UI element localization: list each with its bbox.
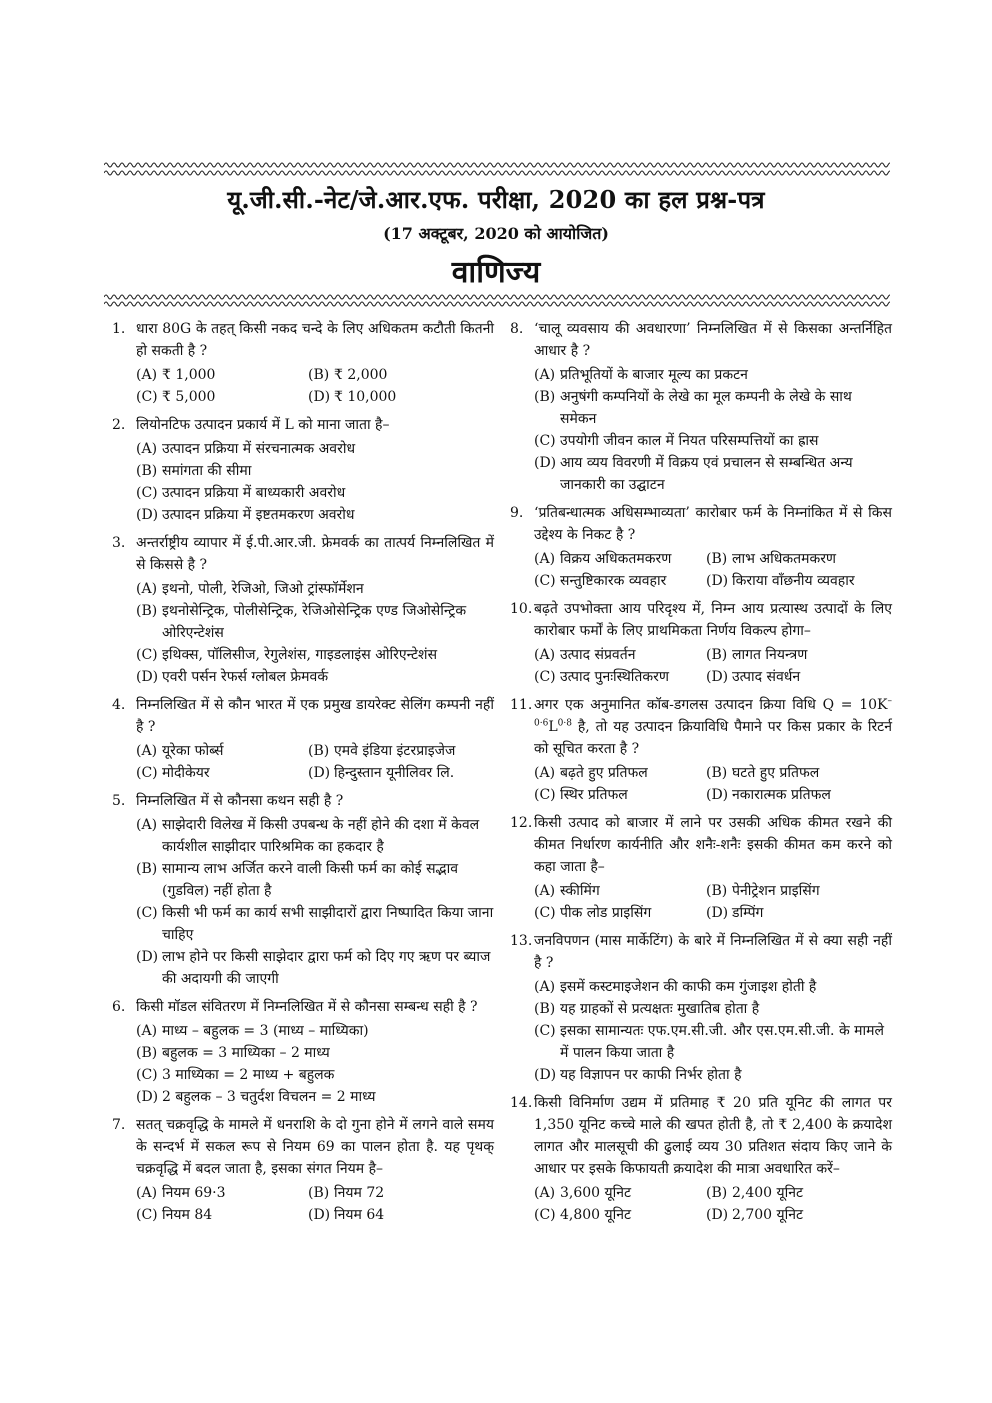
- question-text: लियोनटिफ उत्पादन प्रकार्य में L को माना जाता है–: [136, 417, 390, 433]
- option-a: [136, 814, 494, 858]
- option-text: उत्पादन प्रक्रिया में इष्टतमकरण अवरोध: [162, 507, 355, 523]
- option-b: [534, 998, 892, 1020]
- option-a: [534, 548, 706, 570]
- option-b: [136, 1042, 494, 1064]
- option-text: उत्पादन प्रक्रिया में संरचनात्मक अवरोध: [162, 441, 356, 457]
- option-label: (D): [534, 1067, 557, 1083]
- question-number: 2.: [112, 417, 126, 433]
- option-c: [534, 1020, 892, 1064]
- question-stem: [112, 1114, 494, 1180]
- option-text: किसी भी फर्म का कार्य सभी साझीदारों द्वारा निष्पादित किया जाना चाहिए: [162, 905, 494, 943]
- question-number: 5.: [112, 793, 126, 809]
- question-number: 11.: [510, 697, 533, 713]
- option-label: (C): [534, 905, 556, 921]
- option-text: लाभ अधिकतमकरण: [732, 551, 837, 567]
- option-b: [136, 600, 494, 644]
- question-number: 9.: [510, 505, 524, 521]
- option-label: (B): [706, 883, 728, 899]
- question-text: निम्नलिखित में से कौन भारत में एक प्रमुख डायरेक्ट सेलिंग कम्पनी नहीं है ?: [136, 697, 494, 735]
- question-2: [112, 414, 494, 526]
- option-text: सन्तुष्टिकारक व्यवहार: [560, 573, 667, 589]
- option-b: [534, 386, 892, 430]
- option-text: यूरेका फोर्ब्स: [162, 743, 224, 759]
- option-label: (B): [136, 1045, 158, 1061]
- option-group: [510, 1182, 892, 1226]
- option-b: [308, 364, 494, 386]
- option-text: उत्पाद संवर्धन: [732, 669, 801, 685]
- option-d: [308, 762, 494, 784]
- option-label: (C): [136, 485, 158, 501]
- option-text: इथनो, पोली, रेजिओ, जिओ ट्रांस्फॉर्मेशन: [162, 581, 364, 597]
- option-label: (C): [534, 1023, 556, 1039]
- question-stem: [510, 930, 892, 974]
- option-group: [112, 1020, 494, 1108]
- option-text: साझेदारी विलेख में किसी उपबन्ध के नहीं होने की दशा में केवल कार्यशील साझीदार पारिश्रमिक का हकदार है: [162, 817, 480, 855]
- option-a: [534, 1182, 706, 1204]
- option-d: [534, 452, 892, 496]
- option-label: (A): [136, 367, 158, 383]
- question-8: [510, 318, 892, 496]
- option-text: 2,400 यूनिट: [732, 1185, 804, 1201]
- option-c: [136, 1064, 494, 1086]
- question-text: निम्नलिखित में से कौनसा कथन सही है ?: [136, 793, 344, 809]
- q11-exponent-l: 0·8: [557, 718, 572, 729]
- option-text: ₹ 10,000: [334, 389, 397, 405]
- option-label: (A): [136, 581, 158, 597]
- option-label: (D): [308, 765, 331, 781]
- option-label: (D): [706, 905, 729, 921]
- option-d: [136, 946, 494, 990]
- option-label: (D): [136, 1089, 159, 1105]
- question-text: जनविपणन (मास मार्केटिंग) के बारे में निम्नलिखित में से क्या सही नहीं है ?: [534, 933, 892, 971]
- question-13: [510, 930, 892, 1086]
- option-group: [112, 438, 494, 526]
- option-a: [534, 880, 706, 902]
- option-c: [136, 482, 494, 504]
- option-label: (D): [706, 787, 729, 803]
- option-group: [510, 762, 892, 806]
- option-text: उपयोगी जीवन काल में नियत परिसम्पत्तियों का ह्रास: [560, 433, 819, 449]
- option-b: [136, 858, 494, 902]
- option-a: [136, 740, 308, 762]
- option-label: (D): [136, 507, 159, 523]
- option-d: [136, 666, 494, 688]
- option-label: (D): [136, 949, 159, 965]
- option-label: (B): [534, 1001, 556, 1017]
- option-c: [534, 666, 706, 688]
- option-text: विक्रय अधिकतमकरण: [560, 551, 672, 567]
- question-number: 4.: [112, 697, 126, 713]
- option-c: [534, 1204, 706, 1226]
- question-number: 6.: [112, 999, 126, 1015]
- option-label: (C): [534, 787, 556, 803]
- option-group: [112, 578, 494, 688]
- question-stem: [112, 790, 494, 812]
- page-title: यू.जी.सी.-नेट/जे.आर.एफ. परीक्षा, 2020 का हल प्रश्न-पत्र: [227, 185, 765, 214]
- q11-exponent-k: –0·6: [534, 696, 892, 729]
- option-label: (B): [706, 551, 728, 567]
- option-b: [706, 880, 892, 902]
- q11-text-part3: है, तो यह उत्पादन क्रियाविधि पैमाने पर किस प्रकार के रिटर्न को सूचित करता है ?: [534, 719, 892, 757]
- question-text: बढ़ते उपभोक्ता आय परिदृश्य में, निम्न आय प्रत्यास्थ उत्पादों के लिए कारोबार फर्मों के लिए प्राथमिकता निर्णय विकल्प होगा–: [534, 601, 892, 639]
- option-text: नियम 84: [162, 1207, 213, 1223]
- option-label: (A): [136, 1185, 158, 1201]
- option-group: [510, 644, 892, 688]
- question-text: किसी विनिर्माण उद्यम में प्रतिमाह ₹ 20 प्रति यूनिट की लागत पर 1,350 यूनिट कच्चे माले की खपत होती है, तो ₹ 2,400 के क्रयादेश लागत और मालसूची की ढुलाई व्यय 30 प्रतिशत संदाय किए जाने के आधार पर इसके किफायती क्रयादेश की मात्रा अवधारित करें–: [534, 1095, 892, 1177]
- option-label: (A): [534, 979, 556, 995]
- option-text: पीक लोड प्राइसिंग: [560, 905, 652, 921]
- option-label: (B): [706, 1185, 728, 1201]
- option-label: (C): [534, 433, 556, 449]
- option-text: पेनीट्रेशन प्राइसिंग: [732, 883, 820, 899]
- option-text: उत्पाद संप्रवर्तन: [560, 647, 636, 663]
- option-label: (D): [706, 1207, 729, 1223]
- option-group: [510, 880, 892, 924]
- question-number: 12.: [510, 815, 533, 831]
- question-stem: [112, 414, 494, 436]
- question-stem: [510, 694, 892, 760]
- option-d: [136, 504, 494, 526]
- option-d: [308, 386, 494, 408]
- question-text: किसी मॉडल संवितरण में निम्नलिखित में से कौनसा सम्बन्ध सही है ?: [136, 999, 478, 1015]
- option-label: (B): [136, 603, 158, 619]
- option-label: (C): [534, 1207, 556, 1223]
- option-d: [136, 1086, 494, 1108]
- option-d: [706, 784, 892, 806]
- question-text: [534, 694, 892, 760]
- option-text: यह विज्ञापन पर काफी निर्भर होता है: [560, 1067, 742, 1083]
- option-group: [112, 814, 494, 990]
- option-group: [112, 364, 494, 408]
- option-a: [136, 1182, 308, 1204]
- option-text: हिन्दुस्तान यूनीलिवर लि.: [334, 765, 455, 781]
- option-c: [534, 570, 706, 592]
- option-d: [706, 570, 892, 592]
- option-text: सामान्य लाभ अर्जित करने वाली किसी फर्म का कोई सद्भाव (गुडविल) नहीं होता है: [162, 861, 458, 899]
- option-a: [534, 762, 706, 784]
- option-label: (D): [308, 1207, 331, 1223]
- option-label: (A): [534, 647, 556, 663]
- question-7: [112, 1114, 494, 1226]
- question-stem: [510, 812, 892, 878]
- option-b: [706, 1182, 892, 1204]
- question-stem: [112, 694, 494, 738]
- option-label: (A): [136, 743, 158, 759]
- option-label: (B): [534, 389, 556, 405]
- question-4: [112, 694, 494, 784]
- option-a: [534, 644, 706, 666]
- option-label: (B): [308, 743, 330, 759]
- question-text: धारा 80G के तहत् किसी नकद चन्दे के लिए अधिकतम कटौती कितनी हो सकती है ?: [136, 321, 494, 359]
- option-text: उत्पादन प्रक्रिया में बाध्यकारी अवरोध: [162, 485, 346, 501]
- option-group: [112, 740, 494, 784]
- option-b: [706, 644, 892, 666]
- option-c: [136, 644, 494, 666]
- option-label: (D): [136, 669, 159, 685]
- question-stem: [510, 318, 892, 362]
- option-label: (C): [136, 1067, 158, 1083]
- option-b: [136, 460, 494, 482]
- option-text: 2,700 यूनिट: [732, 1207, 804, 1223]
- question-text: सतत् चक्रवृद्धि के मामले में धनराशि के दो गुना होने में लगने वाले समय के सन्दर्भ में सकल रूप से नियम 69 का पालन होता है. यह पृथक् चक्रवृद्धि में बदल जाता है, इसका संगत नियम है–: [136, 1117, 494, 1177]
- option-text: बहुलक = 3 माध्यिका – 2 माध्य: [162, 1045, 330, 1061]
- option-label: (C): [136, 765, 158, 781]
- option-a: [136, 578, 494, 600]
- option-label: (D): [706, 669, 729, 685]
- question-number: 14.: [510, 1095, 533, 1111]
- question-text: अन्तर्राष्ट्रीय व्यापार में ई.पी.आर.जी. फ्रेमवर्क का तात्पर्य निम्नलिखित में से किससे है ?: [136, 535, 494, 573]
- question-14: [510, 1092, 892, 1226]
- question-12: [510, 812, 892, 924]
- question-stem: [112, 996, 494, 1018]
- option-group: [510, 976, 892, 1086]
- option-b: [706, 762, 892, 784]
- option-text: घटते हुए प्रतिफल: [732, 765, 820, 781]
- option-label: (A): [534, 1185, 556, 1201]
- option-label: (A): [534, 367, 556, 383]
- wavy-line: [104, 163, 890, 167]
- option-text: इसमें कस्टमाइजेशन की काफी कम गुंजाइश होती है: [560, 979, 817, 995]
- question-1: [112, 318, 494, 408]
- option-text: इथनोसेन्ट्रिक, पोलीसेन्ट्रिक, रेजिओसेन्ट्रिक एण्ड जिओसेन्ट्रिक ओरिएन्टेशंस: [162, 603, 467, 641]
- option-label: (B): [308, 1185, 330, 1201]
- option-d: [706, 666, 892, 688]
- option-text: स्कीमिंग: [560, 883, 600, 899]
- option-a: [136, 438, 494, 460]
- question-text: ‘चालू व्यवसाय की अवधारणा’ निम्नलिखित में से किसका अन्तर्निहित आधार है ?: [534, 321, 892, 359]
- question-10: [510, 598, 892, 688]
- question-stem: [112, 532, 494, 576]
- option-text: अनुषंगी कम्पनियों के लेखे का मूल कम्पनी के लेखे के साथ समेकन: [560, 389, 852, 427]
- option-text: यह ग्राहकों से प्रत्यक्षतः मुखातिब होता है: [560, 1001, 760, 1017]
- option-c: [136, 902, 494, 946]
- option-label: (D): [706, 573, 729, 589]
- option-text: लाभ होने पर किसी साझेदार द्वारा फर्म को दिए गए ऋण पर ब्याज की अदायगी की जाएगी: [162, 949, 491, 987]
- option-c: [534, 902, 706, 924]
- option-text: 3 माध्यिका = 2 माध्य + बहुलक: [162, 1067, 335, 1083]
- option-text: मोदीकेयर: [162, 765, 210, 781]
- option-label: (A): [534, 765, 556, 781]
- option-text: एवरी पर्सन रेफर्स ग्लोबल फ्रेमवर्क: [162, 669, 329, 685]
- question-3: [112, 532, 494, 688]
- option-b: [308, 740, 494, 762]
- wavy-line: [104, 302, 890, 306]
- option-text: आय व्यय विवरणी में विक्रय एवं प्रचालन से सम्बन्धित अन्य जानकारी का उद्घाटन: [560, 455, 853, 493]
- option-a: [534, 976, 892, 998]
- question-number: 10.: [510, 601, 533, 617]
- q11-text-part2: L: [548, 719, 558, 735]
- option-c: [136, 762, 308, 784]
- question-stem: [510, 1092, 892, 1180]
- option-label: (C): [534, 669, 556, 685]
- option-group: [510, 548, 892, 592]
- question-11: [510, 694, 892, 806]
- question-9: [510, 502, 892, 592]
- option-label: (B): [706, 647, 728, 663]
- top-ornament-lower: [104, 168, 890, 178]
- option-label: (A): [534, 551, 556, 567]
- option-text: लागत नियन्त्रण: [732, 647, 808, 663]
- question-text: ‘प्रतिबन्धात्मक अधिसम्भाव्यता’ कारोबार फर्म के निम्नांकित में से किस उद्देश्य के निकट है ?: [534, 505, 892, 543]
- option-label: (A): [534, 883, 556, 899]
- option-c: [136, 386, 308, 408]
- option-text: ₹ 1,000: [162, 367, 216, 383]
- option-d: [706, 1204, 892, 1226]
- option-a: [136, 1020, 494, 1042]
- option-text: समांगता की सीमा: [162, 463, 252, 479]
- option-label: (C): [136, 389, 158, 405]
- option-label: (B): [136, 861, 158, 877]
- question-stem: [112, 318, 494, 362]
- option-label: (B): [136, 463, 158, 479]
- question-stem: [510, 502, 892, 546]
- option-text: प्रतिभूतियों के बाजार मूल्य का प्रकटन: [560, 367, 748, 383]
- option-text: बढ़ते हुए प्रतिफल: [560, 765, 648, 781]
- option-label: (C): [534, 573, 556, 589]
- mid-ornament-lower: [104, 299, 890, 309]
- option-label: (D): [534, 455, 557, 471]
- option-a: [534, 364, 892, 386]
- option-label: (B): [706, 765, 728, 781]
- subject-heading: वाणिज्य: [451, 255, 541, 290]
- option-text: नियम 69·3: [162, 1185, 226, 1201]
- option-text: नियम 64: [334, 1207, 385, 1223]
- option-text: इसका सामान्यतः एफ.एम.सी.जी. और एस.एम.सी.जी. के मामले में पालन किया जाता है: [560, 1023, 885, 1061]
- option-group: [510, 364, 892, 496]
- question-text: किसी उत्पाद को बाजार में लाने पर उसकी अधिक कीमत रखने की कीमत निर्धारण कार्यनीति और शनैः-शनैः इसकी कीमत कम करने को कहा जाता है–: [534, 815, 892, 875]
- option-text: स्थिर प्रतिफल: [560, 787, 628, 803]
- option-label: (C): [136, 1207, 158, 1223]
- question-column-right: [510, 318, 892, 1232]
- option-text: 3,600 यूनिट: [560, 1185, 632, 1201]
- option-d: [534, 1064, 892, 1086]
- option-group: [112, 1182, 494, 1226]
- wavy-line: [104, 171, 890, 175]
- option-label: (D): [308, 389, 331, 405]
- option-label: (A): [136, 441, 158, 457]
- exam-date: (17 अक्टूबर, 2020 को आयोजित): [383, 224, 609, 243]
- option-label: (B): [308, 367, 330, 383]
- option-text: नियम 72: [334, 1185, 385, 1201]
- option-d: [706, 902, 892, 924]
- question-number: 3.: [112, 535, 126, 551]
- option-b: [308, 1182, 494, 1204]
- option-d: [308, 1204, 494, 1226]
- option-text: ₹ 5,000: [162, 389, 216, 405]
- option-b: [706, 548, 892, 570]
- option-c: [534, 430, 892, 452]
- option-label: (A): [136, 817, 158, 833]
- option-text: ₹ 2,000: [334, 367, 388, 383]
- question-stem: [510, 598, 892, 642]
- option-label: (C): [136, 905, 158, 921]
- question-column-left: [112, 318, 494, 1232]
- option-c: [136, 1204, 308, 1226]
- question-5: [112, 790, 494, 990]
- option-text: नकारात्मक प्रतिफल: [732, 787, 831, 803]
- q11-text-part1: अगर एक अनुमानित कॉब-डगलस उत्पादन क्रिया विधि Q = 10K: [534, 697, 888, 713]
- question-number: 13.: [510, 933, 533, 949]
- option-label: (C): [136, 647, 158, 663]
- question-number: 1.: [112, 321, 126, 337]
- option-text: माध्य – बहुलक = 3 (माध्य – माध्यिका): [162, 1023, 369, 1039]
- option-c: [534, 784, 706, 806]
- option-label: (A): [136, 1023, 158, 1039]
- question-number: 8.: [510, 321, 524, 337]
- option-text: 4,800 यूनिट: [560, 1207, 632, 1223]
- option-a: [136, 364, 308, 386]
- option-text: किराया वाँछनीय व्यवहार: [732, 573, 855, 589]
- option-text: डम्पिंग: [732, 905, 764, 921]
- question-6: [112, 996, 494, 1108]
- question-number: 7.: [112, 1117, 126, 1133]
- option-text: उत्पाद पुनःस्थितिकरण: [560, 669, 669, 685]
- option-text: 2 बहुलक – 3 चतुर्दश विचलन = 2 माध्य: [162, 1089, 376, 1105]
- option-text: एमवे इंडिया इंटरप्राइजेज: [334, 743, 456, 759]
- option-text: इथिक्स, पॉलिसीज, रेगुलेशंस, गाइडलाइंस ओरिएन्टेशंस: [162, 647, 438, 663]
